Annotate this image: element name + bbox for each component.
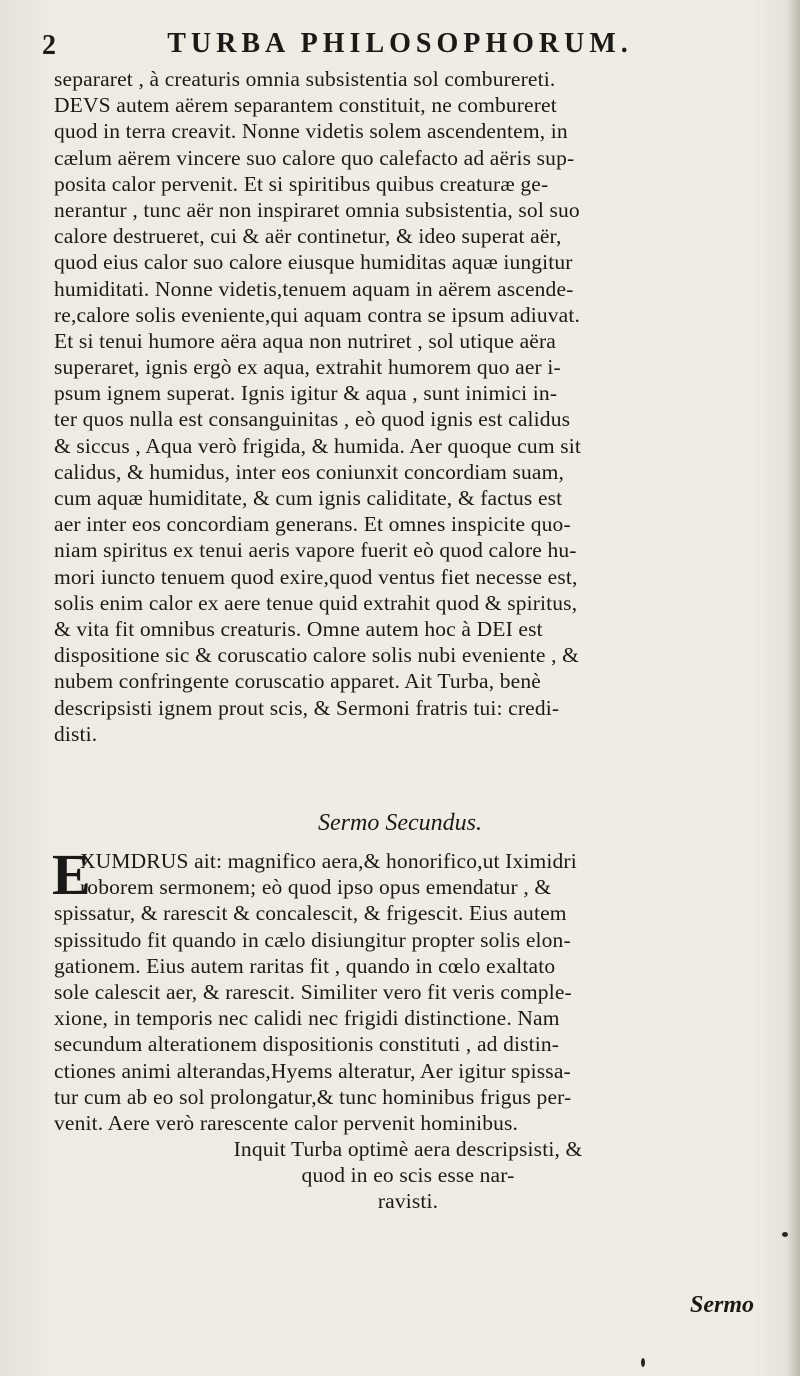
text-line: posita calor pervenit. Et si spiritibus quibus creaturæ ge- — [54, 171, 549, 196]
page-number: 2 — [42, 30, 56, 61]
text-line: separaret , à creaturis omnia subsistentia sol comburereti. — [54, 67, 556, 91]
text-line: DEVS autem aërem separantem constituit, ne combureret — [54, 93, 557, 118]
text-line: cælum aërem vincere suo calore quo calefacto ad aëris sup- — [54, 145, 575, 170]
page-edge-shadow — [786, 0, 800, 1376]
text-line: psum ignem superat. Ignis igitur & aqua , sunt inimici in- — [54, 381, 558, 406]
sermo-primus-text — [54, 66, 762, 747]
text-line: venit. Aere verò rarescente calor pervenit hominibus. — [54, 1110, 519, 1135]
text-line: & vita fit omnibus creaturis. Omne autem hoc à DEI est — [54, 616, 543, 641]
text-line: re,calore solis eveniente,qui aquam contra se ipsum adiuvat. — [54, 302, 581, 327]
text-line: superaret, ignis ergò ex aqua, extrahit humorem quo aer i- — [54, 355, 561, 380]
catchword: Sermo — [689, 1292, 754, 1318]
text-line: tur cum ab eo sol prolongatur,& tunc hominibus frigus per- — [54, 1084, 572, 1109]
text-line: ter quos nulla est consanguinitas , eò quod ignis est calidus — [54, 407, 571, 432]
text-line: quod in terra creavit. Nonne videtis solem ascendentem, in — [54, 119, 568, 144]
text-line: quod eius calor suo calore eiusque humiditas aquæ iungitur — [54, 250, 573, 275]
drop-capital: E — [52, 842, 91, 907]
text-line: & siccus , Aqua verò frigida, & humida. Aer quoque cum sit — [54, 433, 581, 458]
text-line: calore destrueret, cui & aër continetur, & ideo superat aër, — [54, 224, 562, 249]
closing-line: ravisti. — [377, 1189, 439, 1214]
text-line: Et si tenui humore aëra aqua non nutriret , sol utique aëra — [54, 328, 556, 353]
closing-line: quod in eo scis esse nar- — [301, 1163, 515, 1188]
text-line: xione, in temporis nec calidi nec frigidi distinctione. Nam — [54, 1006, 560, 1031]
text-line: niam spiritus ex tenui aeris vapore fuerit eò quod calore hu- — [54, 538, 577, 563]
text-line: dispositione sic & coruscatio calore solis nubi eveniente , & — [54, 643, 580, 668]
text-line: mori iuncto tenuem quod exire,quod ventus fiet necesse est, — [54, 564, 578, 589]
text-line: nerantur , tunc aër non inspiraret omnia subsistentia, sol suo — [54, 197, 580, 222]
sermo-secundus-text — [52, 842, 762, 1215]
text-line: ctiones animi alterandas,Hyems alteratur, Aer igitur spissa- — [54, 1058, 571, 1083]
text-line: aer inter eos concordiam generans. Et omnes inspicite quo- — [54, 512, 571, 537]
text-line: XUMDRUS ait: magnifico aera,& honorifico,ut Iximidri — [80, 849, 577, 873]
closing-line: Inquit Turba optimè aera descripsisti, & — [233, 1137, 583, 1162]
running-title: TURBA PHILOSOPHORUM. — [167, 28, 633, 59]
text-line: solis enim calor ex aere tenue quid extrahit quod & spiritus, — [54, 590, 578, 615]
text-line: roborem sermonem; eò quod ipso opus emendatur , & — [80, 875, 552, 900]
ink-speck — [782, 1232, 788, 1237]
text-line: gationem. Eius autem raritas fit , quando in cœlo exaltato — [54, 953, 556, 978]
text-line: disti. — [54, 721, 98, 746]
text-line: cum aquæ humiditate, & cum ignis caliditate, & factus est — [54, 486, 563, 510]
running-head — [36, 28, 764, 62]
text-line: nubem confringente coruscatio apparet. Ait Turba, benè — [54, 669, 541, 694]
text-line: sole calescit aer, & rarescit. Similiter vero fit veris comple- — [54, 979, 572, 1004]
text-line: spissatur, & rarescit & concalescit, & frigescit. Eius autem — [54, 901, 567, 926]
text-line: descripsisti ignem prout scis, & Sermoni fratris tui: credi- — [54, 695, 560, 720]
section-heading: Sermo Secundus. — [318, 810, 482, 836]
text-line: secundum alterationem dispositionis constituti , ad distin- — [54, 1032, 560, 1057]
text-line: calidus, & humidus, inter eos coniunxit concordiam suam, — [54, 459, 564, 484]
ink-speck — [641, 1358, 645, 1367]
text-line: spissitudo fit quando in cælo disiungitur propter solis elon- — [54, 927, 571, 952]
text-line: humiditati. Nonne videtis,tenuem aquam in aërem ascende- — [54, 276, 574, 301]
